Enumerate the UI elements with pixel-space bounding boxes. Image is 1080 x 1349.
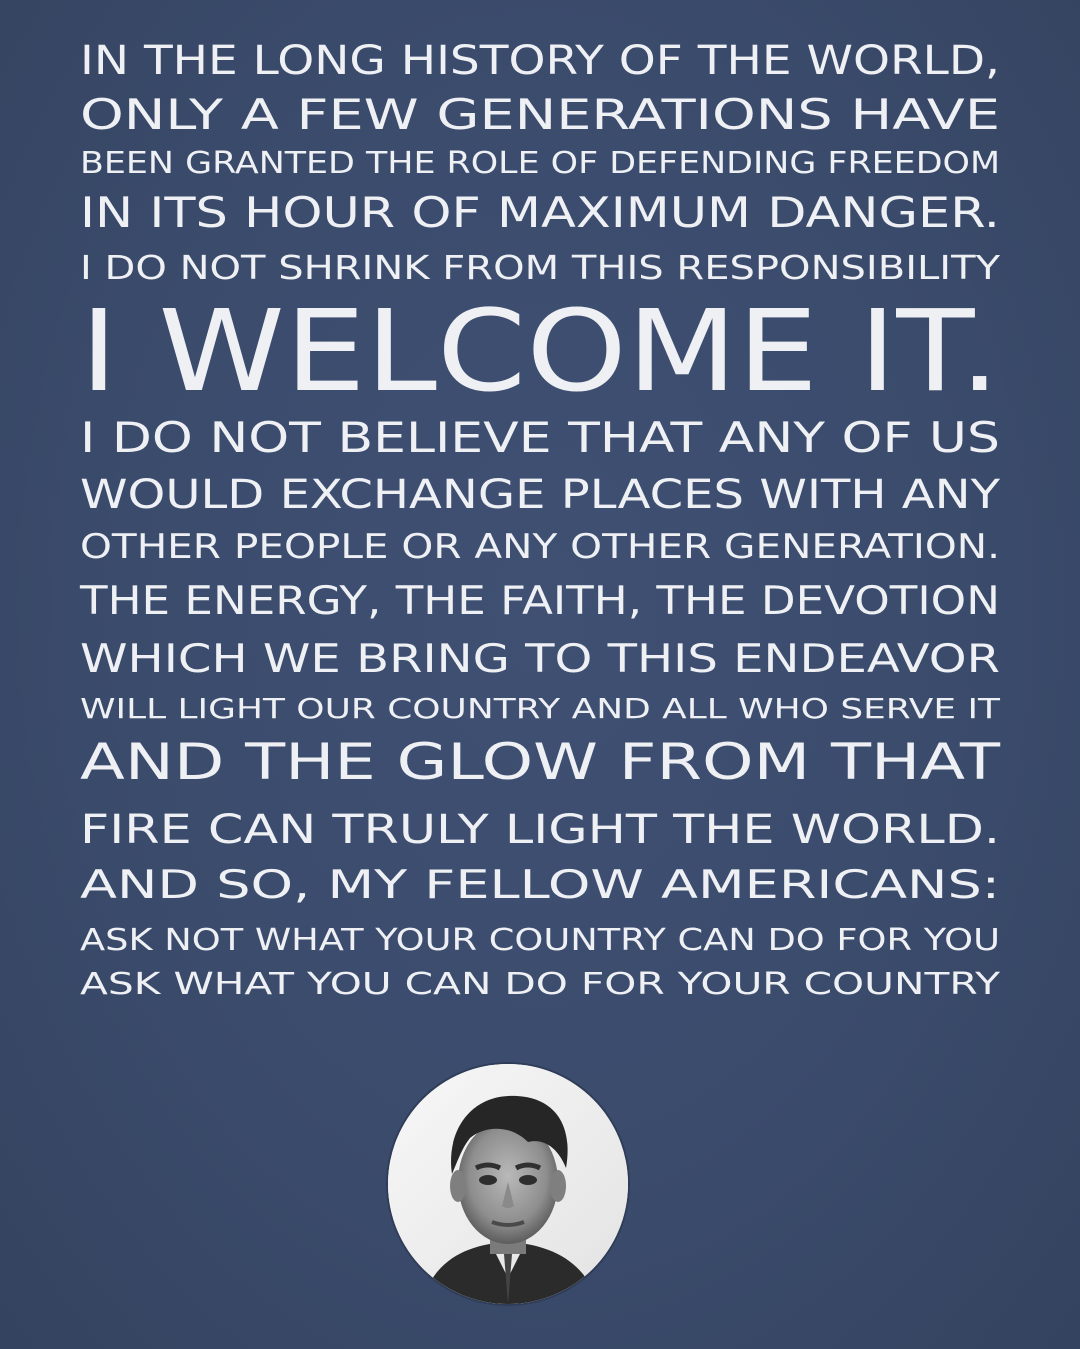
quote-line-13: AND THE GLOW FROM THAT (80, 733, 1001, 791)
portrait-ear-left (450, 1170, 466, 1202)
portrait-eye-right (519, 1175, 537, 1185)
quote-line-2: ONLY A FEW GENERATIONS HAVE (80, 90, 1000, 139)
portrait-ear-right (550, 1170, 566, 1202)
portrait-eye-left (479, 1175, 497, 1185)
quote-line-5: I DO NOT SHRINK FROM THIS RESPONSIBILITY (80, 248, 1001, 287)
quote-line-12: WILL LIGHT OUR COUNTRY AND ALL WHO SERVE IT (80, 692, 1000, 725)
quote-line-10: THE ENERGY, THE FAITH, THE DEVOTION (80, 579, 1001, 624)
quote-block (80, 0, 1000, 1010)
quote-line-16: ASK NOT WHAT YOUR COUNTRY CAN DO FOR YOU (80, 923, 1000, 958)
quote-line-15: AND SO, MY FELLOW AMERICANS: (80, 863, 1001, 908)
quote-line-7: I DO NOT BELIEVE THAT ANY OF US (80, 413, 1000, 462)
portrait-photo (388, 1064, 628, 1304)
quote-line-3: BEEN GRANTED THE ROLE OF DEFENDING FREEDOM (80, 146, 1001, 181)
quote-line-17: ASK WHAT YOU CAN DO FOR YOUR COUNTRY (80, 967, 1001, 1002)
quote-line-1: IN THE LONG HISTORY OF THE WORLD, (80, 38, 1000, 84)
quote-line-8: WOULD EXCHANGE PLACES WITH ANY (80, 472, 1000, 518)
quote-line-11: WHICH WE BRING TO THIS ENDEAVOR (80, 637, 1001, 682)
quote-line-4: IN ITS HOUR OF MAXIMUM DANGER. (80, 188, 1001, 237)
portrait-illustration (388, 1064, 628, 1304)
quote-line-14: FIRE CAN TRULY LIGHT THE WORLD. (80, 807, 1001, 853)
quote-line-9: OTHER PEOPLE OR ANY OTHER GENERATION. (80, 527, 1001, 567)
quote-line-6-emphasis: I WELCOME IT. (80, 287, 1000, 417)
